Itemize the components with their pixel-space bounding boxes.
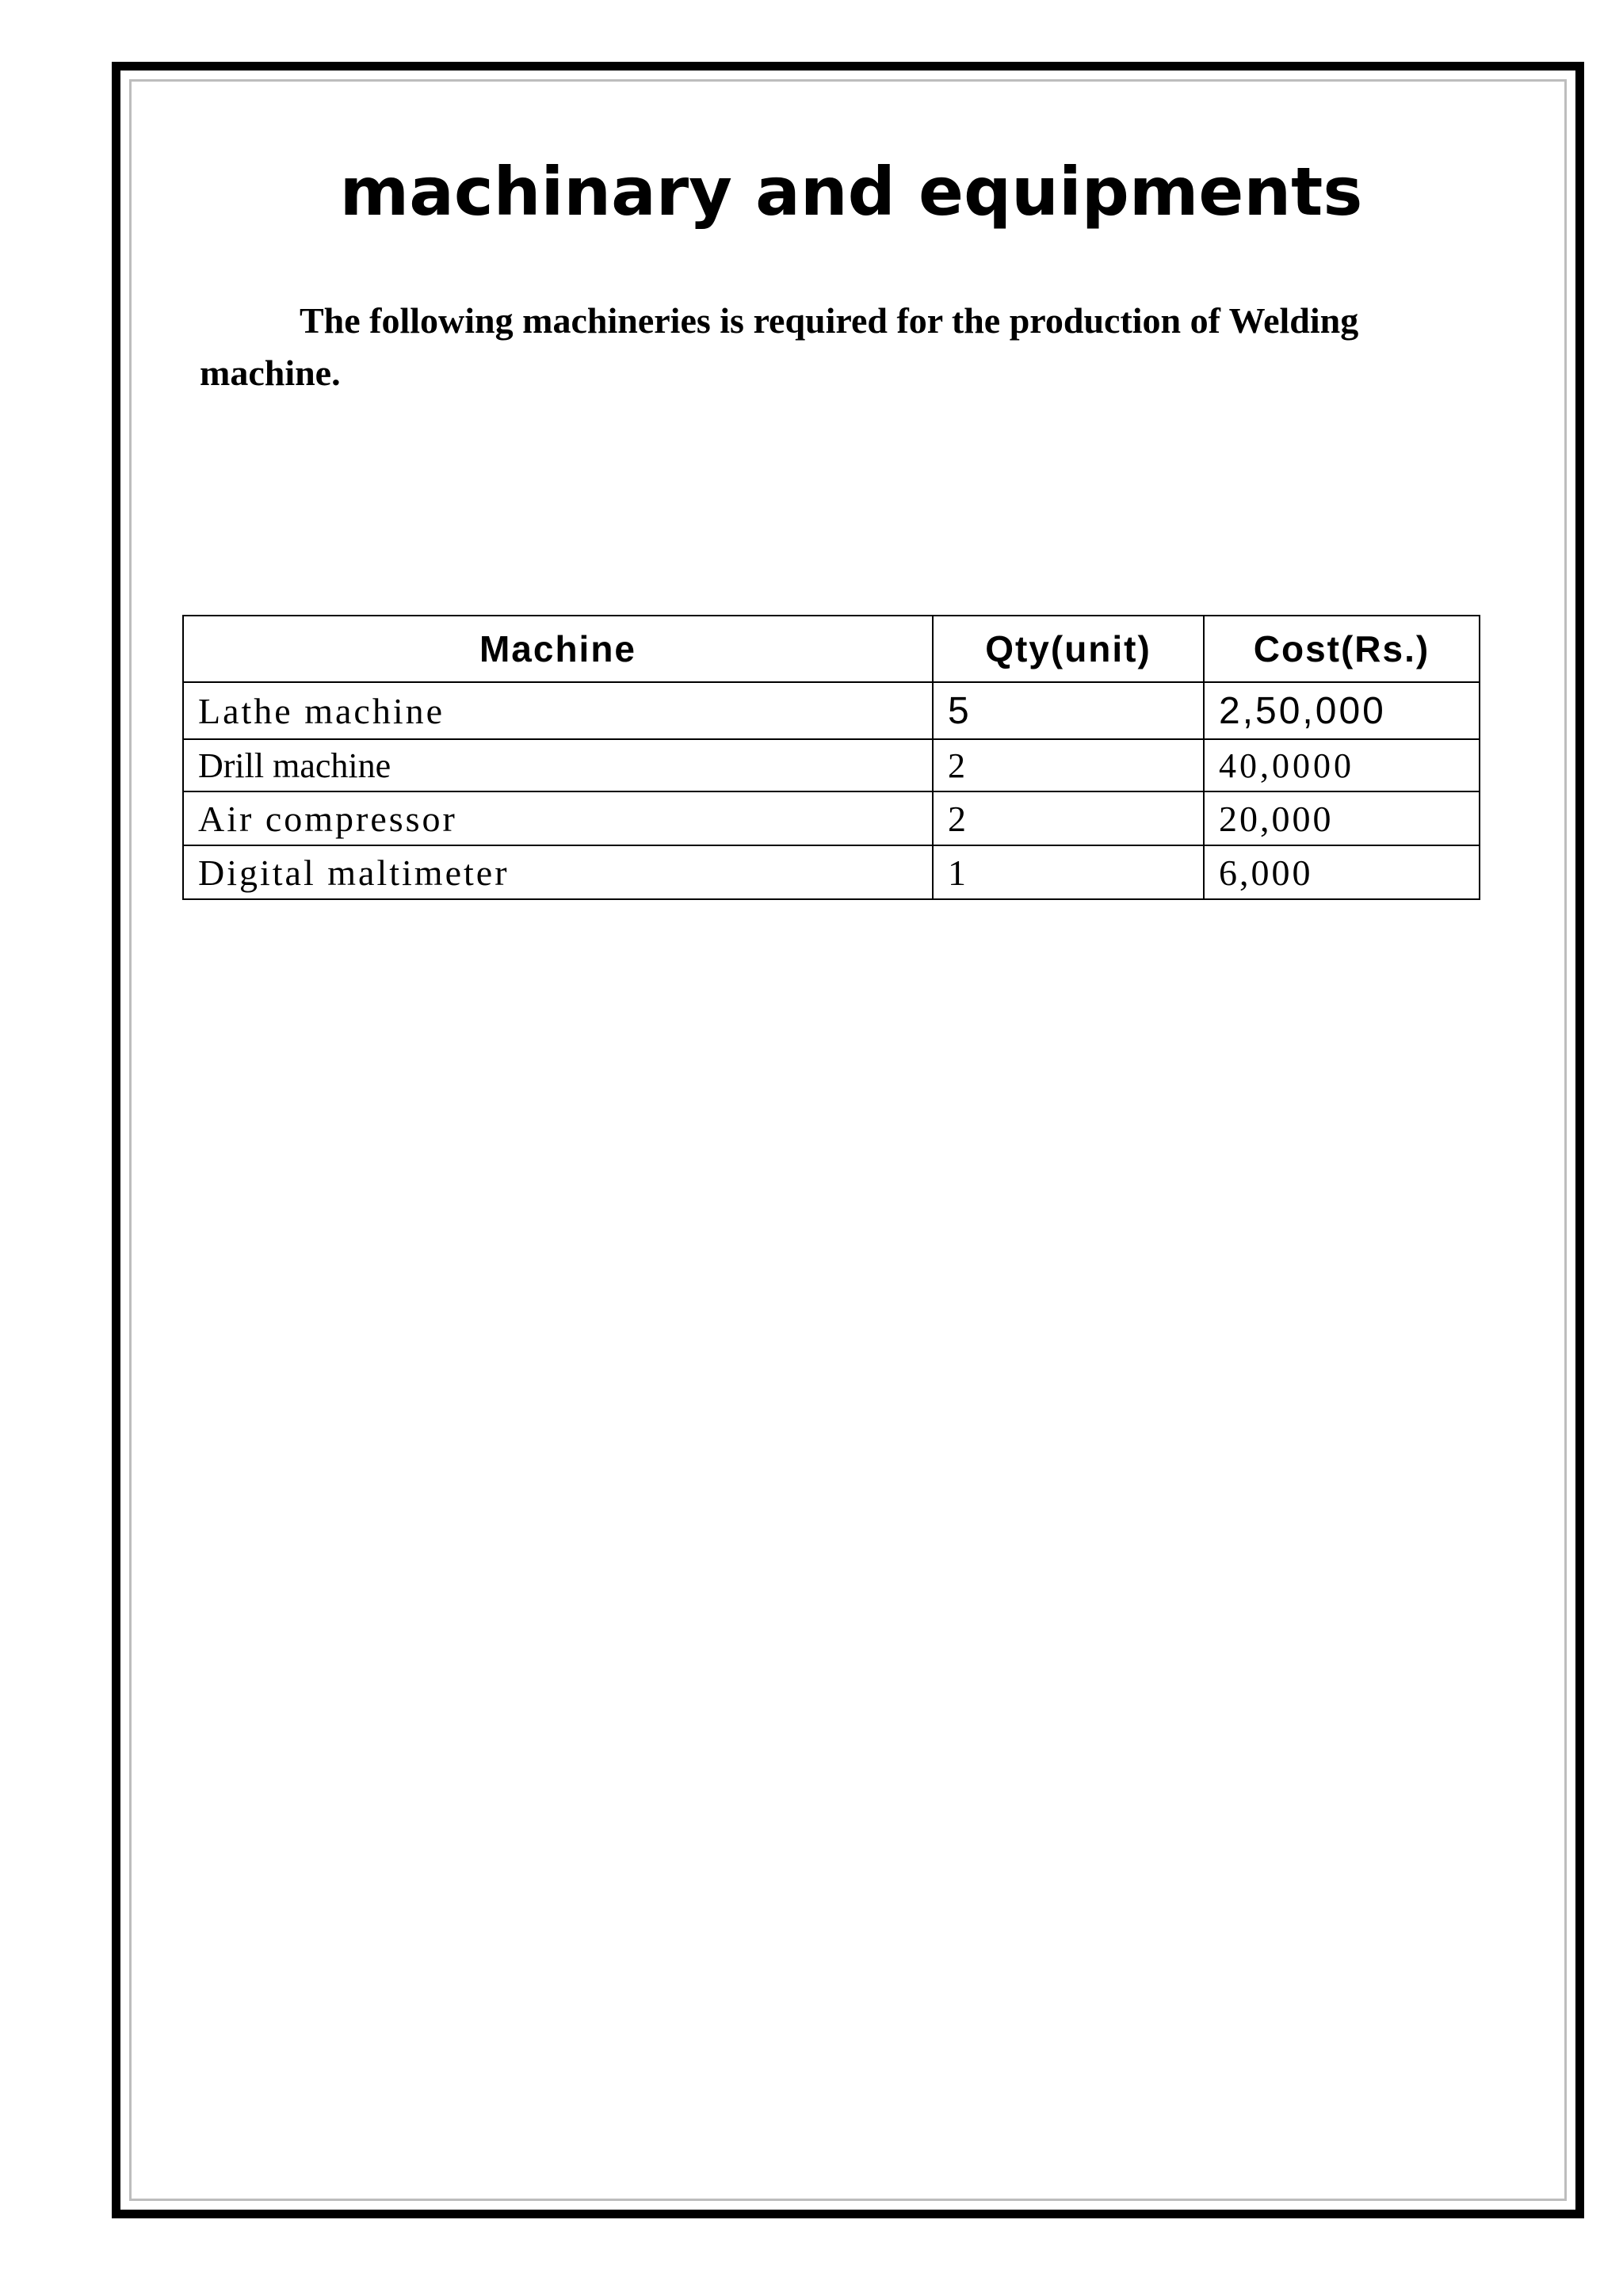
machine-cell: Drill machine xyxy=(183,739,933,791)
table-row xyxy=(183,791,1480,845)
qty-cell: 2 xyxy=(933,739,1204,791)
machine-cell: Lathe machine xyxy=(183,682,933,739)
header-cost: Cost(Rs.) xyxy=(1204,616,1480,682)
qty-cell: 5 xyxy=(933,682,1204,739)
cost-cell: 40,0000 xyxy=(1204,739,1480,791)
machine-cell: Digital maltimeter xyxy=(183,845,933,899)
qty-cell: 2 xyxy=(933,791,1204,845)
qty-cell: 1 xyxy=(933,845,1204,899)
intro-paragraph: The following machineries is required for the production of Welding machine. xyxy=(200,300,1359,393)
cost-cell: 2,50,000 xyxy=(1204,682,1480,739)
cost-cell: 20,000 xyxy=(1204,791,1480,845)
cost-cell: 6,000 xyxy=(1204,845,1480,899)
header-qty: Qty(unit) xyxy=(933,616,1204,682)
table-row xyxy=(183,845,1480,899)
table-row xyxy=(183,739,1480,791)
page-title: machinary and equipments xyxy=(339,153,1363,231)
table-row xyxy=(183,682,1480,739)
header-machine: Machine xyxy=(183,616,933,682)
machine-cell: Air compressor xyxy=(183,791,933,845)
table-header-row xyxy=(183,616,1480,682)
machinery-table xyxy=(182,615,1480,900)
